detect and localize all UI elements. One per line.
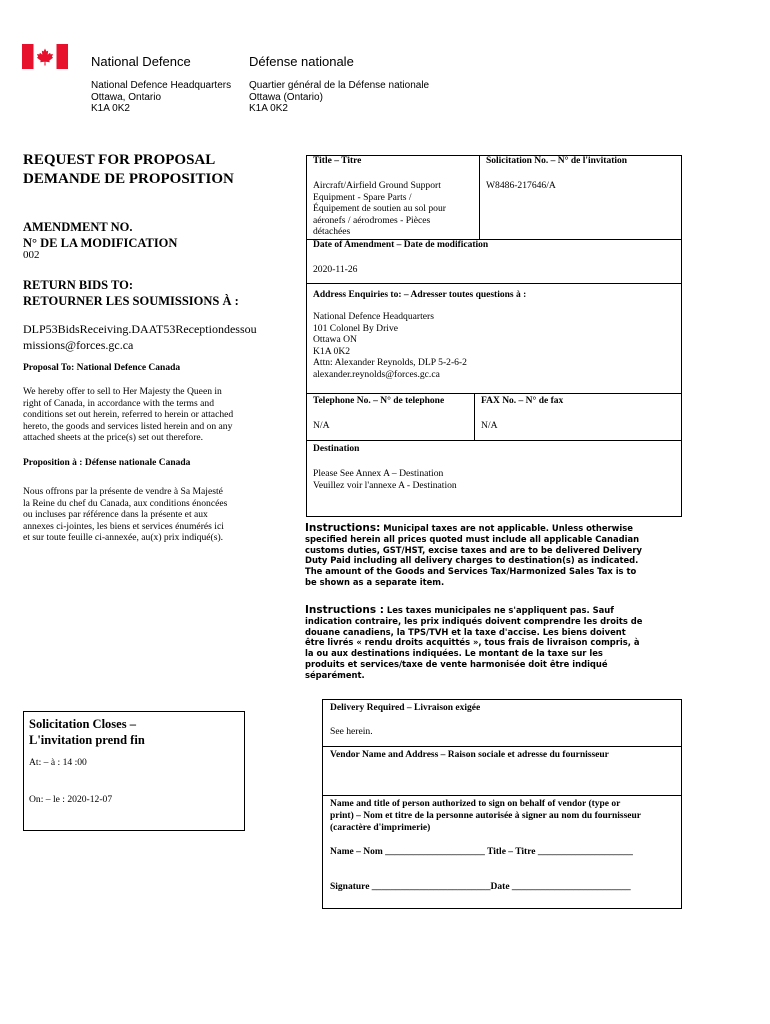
fax-label: FAX No. – N° de fax [481,396,564,406]
divider [322,746,682,747]
offer-text-fr: Nous offrons par la présente de vendre à Sa Majesté la Reine du chef du Canada, aux conditions énoncées ou incluses par référence dans la présente et aux annexes ci-jointes, les biens et services énumérés ici et sur toute feuille ci-annexée, au(x) prix indiqué(s). [23,486,228,544]
proposal-to: Proposal To: National Defence Canada [23,363,181,373]
enquiries-label: Address Enquiries to: – Adresser toutes questions à : [313,290,527,300]
return-bids-label: RETURN BIDS TO: RETOURNER LES SOUMISSIONS À : [23,278,239,308]
rfp-title: REQUEST FOR PROPOSAL DEMANDE DE PROPOSITION [23,152,234,187]
instructions-en-text: Municipal taxes are not applicable. Unless otherwise specified herein all prices quoted must include all applicable Canadian customs duties, GST/HST, excise taxes and are to be delivered Delivery Duty Paid including all delivery charges to destination(s) as indicated. The amount of the Goods and Services Tax/Harmonized Sales Tax is to be shown as a separate item. [305,523,642,587]
amendment-label: AMENDMENT NO. N° DE LA MODIFICATION [23,220,178,250]
canada-flag-icon [22,44,68,69]
divider [306,283,682,284]
dept-address-fr: Quartier général de la Défense nationale Ottawa (Ontario) K1A 0K2 [249,80,430,114]
name-title-line: Name – Nom _____________________ Title – Titre ____________________ [330,847,633,857]
dept-name-en: National Defence [91,54,191,69]
delivery-label: Delivery Required – Livraison exigée [330,703,481,713]
solicitation-closes-title: Solicitation Closes – L'invitation prend fin [29,717,145,747]
divider [479,155,480,239]
instructions-en [305,523,645,588]
amend-date-label: Date of Amendment – Date de modification [313,240,489,250]
return-bids-email: DLP53BidsReceiving.DAAT53Receptiondessou missions@forces.gc.ca [23,322,257,352]
divider [306,393,682,394]
divider [474,393,475,440]
offer-text-en: We hereby offer to sell to Her Majesty the Queen in right of Canada, in accordance with the terms and conditions set out herein, referred to herein or attached hereto, the goods and services listed herein and on any attached sheets at the price(s) set out therefore. [23,386,234,444]
fax-value: N/A [481,420,498,431]
instructions-en-heading: Instructions: [305,522,381,534]
title-value: Aircraft/Airfield Ground Support Equipment - Spare Parts / Équipement de soutien au sol pour aéronefs / aérodromes - Pièces détachées [313,180,446,238]
title-label: Title – Titre [313,156,362,166]
dept-address-en: National Defence Headquarters Ottawa, Ontario K1A 0K2 [91,80,232,114]
amend-date-value: 2020-11-26 [313,264,358,275]
divider [306,440,682,441]
instructions-fr-text: Les taxes municipales ne s'appliquent pas. Sauf indication contraire, les prix indiqués doivent comprendre les droits de douane canadiens, la TPS/TVH et la taxe d'accise. Les biens doivent être livrés « rendu droits acquittés », tous frais de livraison compris, à la ou aux destinations indiquées. Le montant de la taxe sur les produits et services/taxe de vente harmonisée doit être indiqué séparément. [305,605,643,680]
enquiries-value: National Defence Headquarters 101 Colonel By Drive Ottawa ON K1A 0K2 Attn: Alexander Reynolds, DLP 5-2-6-2 alexander.reynolds@forces.gc.ca [313,311,467,380]
destination-label: Destination [313,444,360,454]
telephone-label: Telephone No. – N° de telephone [313,396,445,406]
instructions-fr [305,605,645,681]
divider [322,795,682,796]
closes-time: At: – à : 14 :00 [29,757,87,768]
solicitation-value: W8486-217646/A [486,180,556,191]
solicitation-label: Solicitation No. – N° de l'invitation [486,156,628,166]
authorized-person-label: Name and title of person authorized to sign on behalf of vendor (type or print) – Nom et titre de la personne autorisée à signer au nom du fournisseur (caractère d'imprimerie) [330,799,642,833]
proposition-fr: Proposition à : Défense nationale Canada [23,458,191,468]
dept-name-fr: Défense nationale [249,54,354,69]
closes-date: On: – le : 2020-12-07 [29,794,113,805]
amendment-value: 002 [23,249,40,261]
delivery-value: See herein. [330,726,373,737]
destination-value: Please See Annex A – Destination Veuillez voir l'annexe A - Destination [313,468,457,491]
vendor-label: Vendor Name and Address – Raison sociale et adresse du fournisseur [330,750,609,760]
instructions-fr-heading: Instructions : [305,604,384,616]
signature-date-line: Signature _________________________Date _________________________ [330,882,631,892]
telephone-value: N/A [313,420,330,431]
